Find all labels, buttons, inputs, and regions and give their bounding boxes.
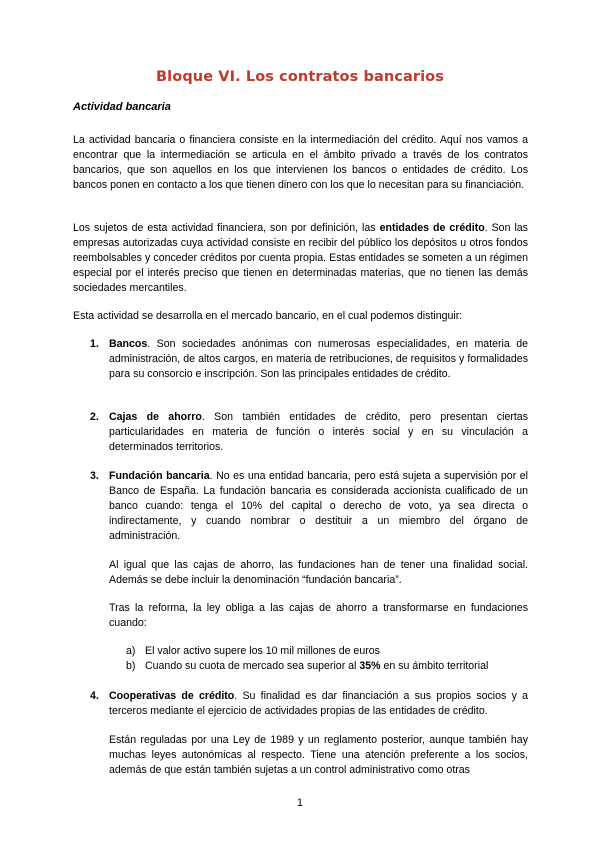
list-item-description: . No es una entidad bancaria, pero está sujeta a supervisión por el Banco de España. La fundación bancaria es considerada accionista cualificado de un banco cuando: tenga el 10% del capital o derecho de voto, ya sea directa o indirectamente, y cuando nombrar o destituir a un miembro del órgano de administración. [109,470,528,542]
list-item-description: . Son sociedades anónimas con numerosas especialidades, en materia de administración, de altos cargos, en materia de retribuciones, de requisitos y formalidades para su consorcio e inscripción. Son las principales entidades de crédito. [109,338,528,380]
reforma-text: Tras la reforma, la ley obliga a las cajas de ahorro a transformarse en fundaciones cuando: [109,602,528,629]
cooperativas-regulation-paragraph [109,733,528,778]
intro-text: La actividad bancaria o financiera consiste en la intermediación del crédito. Aquí nos vamos a encontrar que la intermediación se articula en el ámbito privado a través de los contratos bancarios, que son aquellos en los que intervienen los bancos o entidades de crédito. Los bancos ponen en contacto a los que tienen dinero con los que lo necesitan para su financiación. [73,134,528,191]
list-item-text [109,689,528,719]
reforma-paragraph [109,601,528,631]
list-item-text [109,469,528,544]
list-item-term: Cooperativas de crédito [109,690,235,702]
fundacion-social-paragraph [109,558,528,588]
subjects-text [73,221,528,296]
subjects-text-before: Los sujetos de esta actividad financiera, son por definición, las [73,222,380,234]
list-number: 3. [90,470,99,482]
list-number: 1. [90,338,99,350]
document-title: Bloque VI. Los contratos bancarios [156,69,444,85]
subjects-paragraph [73,221,528,296]
list-number: 4. [90,690,99,702]
condition-text: El valor activo supere los 10 mil millones de euros [145,645,380,657]
entidades-credito-term: entidades de crédito [379,222,485,234]
market-text: Esta actividad se desarrolla en el mercado bancario, en el cual podemos distinguir: [73,310,463,322]
page-number: 1 [297,797,303,809]
list-item-term: Bancos [109,338,148,350]
list-number: 2. [90,411,99,423]
condition-letter: b) [126,660,136,672]
condition-letter: a) [126,645,136,657]
condition-text-after: en su ámbito territorial [380,660,489,672]
list-item-description: . Son también entidades de crédito, pero presentan ciertas particularidades en materia de función o interés social y en su vinculación a determinados territorios. [109,411,528,453]
fundacion-social-text: Al igual que las cajas de ahorro, las fundaciones han de tener una finalidad social. Además se debe incluir la denominación “fundación bancaria”. [109,559,528,586]
list-item-term: Cajas de ahorro [109,411,202,423]
condition-text [145,659,488,674]
intro-paragraph [73,133,528,193]
condition-text-before: Cuando su cuota de mercado sea superior al [145,660,360,672]
subjects-text-after: . Son las empresas autorizadas cuya actividad consiste en recibir del público los depósitos u otros fondos reembolsables y conceder créditos por cuenta propia. Estas entidades se someten a un régimen especial por el interés preciso que tienen en determinadas materias, que no tienen las demás sociedades mercantiles. [73,222,528,294]
market-paragraph [73,309,528,324]
cooperativas-regulation-text: Están reguladas por una Ley de 1989 y un reglamento posterior, aunque también hay muchas leyes autonómicas al respecto. Tiene una atención preferente a los socios, además de que están también sujetas a un control administrativo como otras [109,734,528,776]
list-item-text [109,410,528,455]
list-item-description: . Su finalidad es dar financiación a sus propios socios y a terceros mediante el ejercicio de actividades propias de las entidades de crédito. [109,690,529,717]
list-item-text [109,337,528,382]
list-item-term: Fundación bancaria [109,470,210,482]
section-subtitle: Actividad bancaria [73,101,171,113]
condition-percentage: 35% [359,660,381,672]
